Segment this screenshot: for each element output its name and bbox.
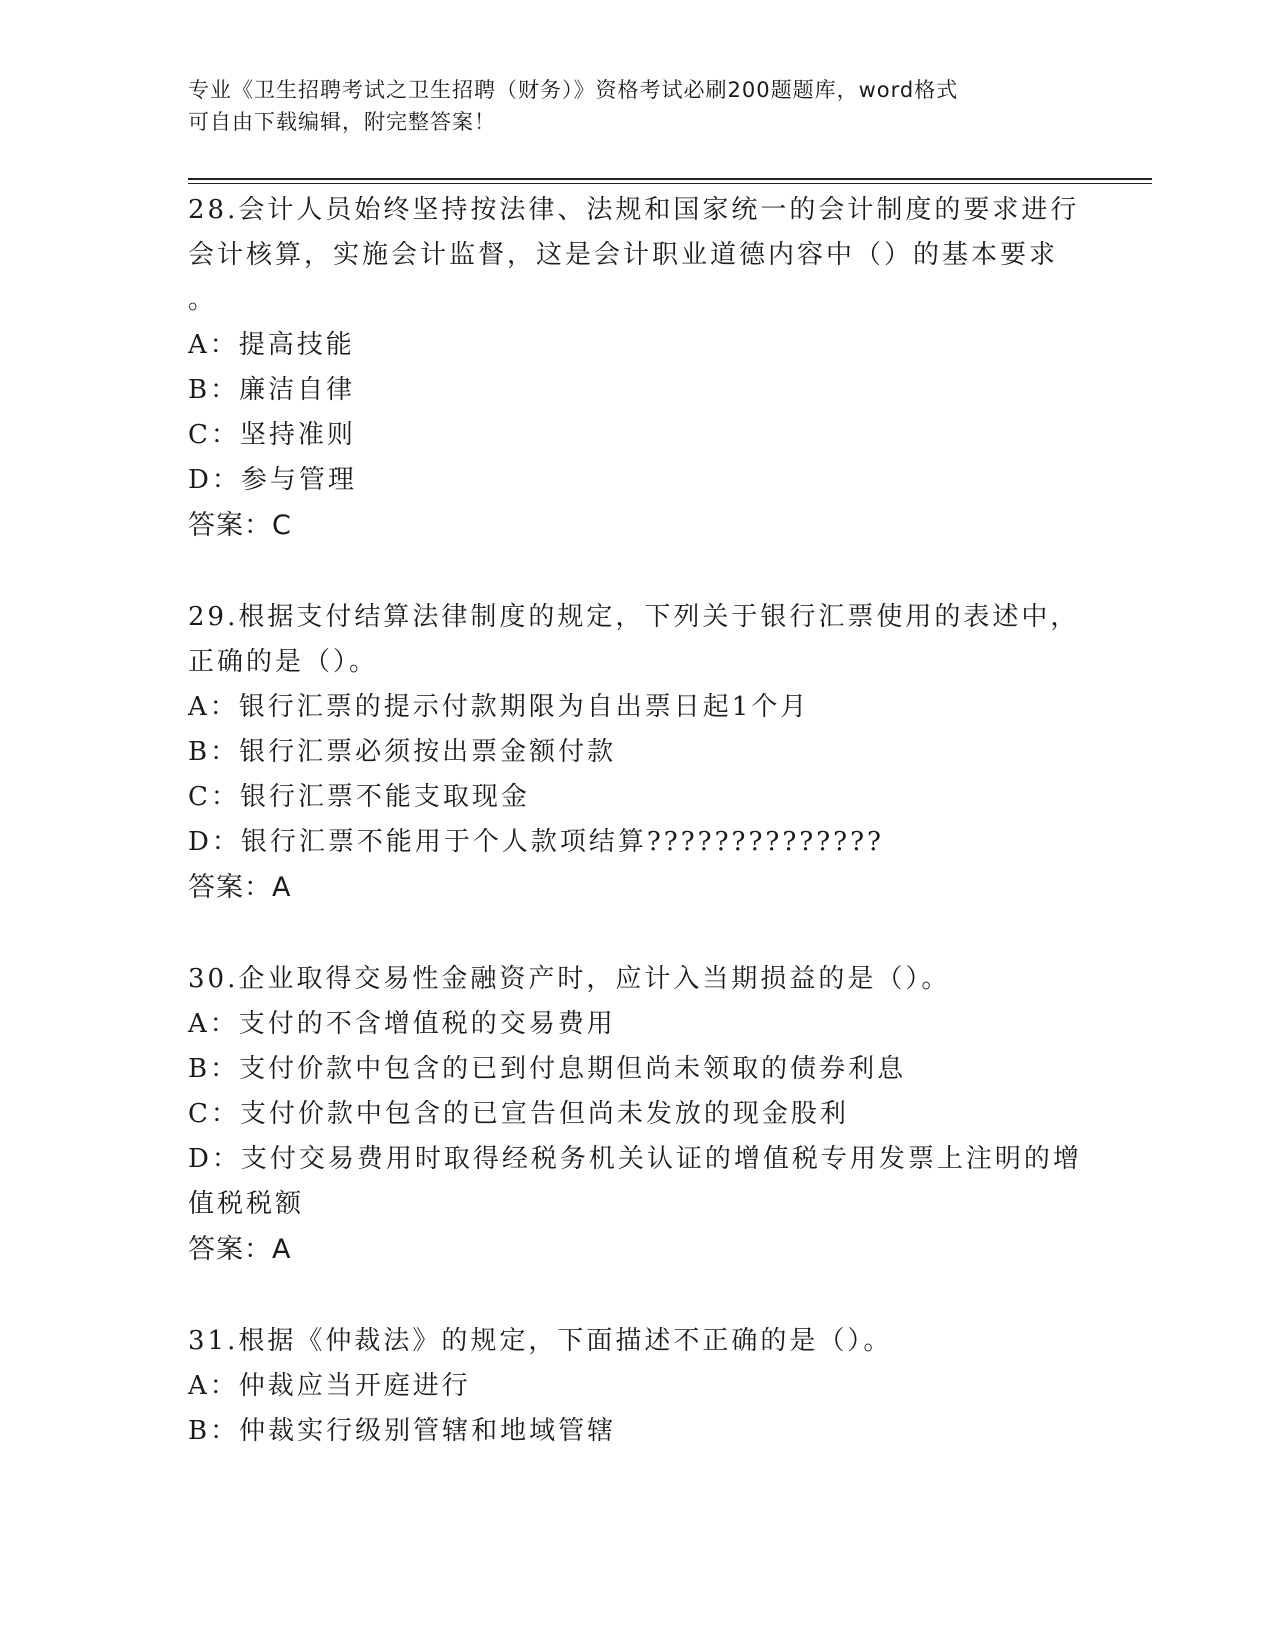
header-line: 可自由下载编辑，附完整答案！ xyxy=(188,110,496,134)
option-b: B：仲裁实行级别管辖和地域管辖 xyxy=(188,1416,617,1446)
question-text: 。 xyxy=(188,285,218,315)
header-line: 专业《卫生招聘考试之卫生招聘（财务）》资格考试必刷200题题库，word格式 xyxy=(188,78,959,102)
option-d: D：银行汇票不能用于个人款项结算?????????????? xyxy=(188,827,884,857)
question-text: 31.根据《仲裁法》的规定，下面描述不正确的是（）。 xyxy=(188,1326,893,1356)
option-a: A：仲裁应当开庭进行 xyxy=(188,1371,471,1401)
question-text: 30.企业取得交易性金融资产时，应计入当期损益的是（）。 xyxy=(188,964,951,994)
question-29 xyxy=(188,595,1088,910)
option-b: B：廉洁自律 xyxy=(188,375,356,405)
option-c: C：坚持准则 xyxy=(188,420,356,450)
spacer xyxy=(188,548,1088,595)
option-a: A：支付的不含增值税的交易费用 xyxy=(188,1009,616,1039)
header-divider xyxy=(188,183,1152,184)
question-text: 29.根据支付结算法律制度的规定，下列关于银行汇票使用的表述中， xyxy=(188,602,1080,632)
option-a: A：提高技能 xyxy=(188,330,355,360)
question-31 xyxy=(188,1319,1088,1454)
question-30 xyxy=(188,957,1088,1272)
option-b: B：支付价款中包含的已到付息期但尚未领取的债券利息 xyxy=(188,1054,907,1084)
option-d: D：参与管理 xyxy=(188,465,357,495)
answer: 答案：A xyxy=(188,872,292,903)
question-text: 正确的是（）。 xyxy=(188,647,379,677)
question-list xyxy=(188,188,1088,1454)
header-divider xyxy=(188,178,1152,180)
spacer xyxy=(188,910,1088,957)
option-d-continued: 值税税额 xyxy=(188,1189,305,1219)
option-d: D：支付交易费用时取得经税务机关认证的增值税专用发票上注明的增 xyxy=(188,1144,1082,1174)
answer: 答案：A xyxy=(188,1234,292,1265)
option-a: A：银行汇票的提示付款期限为自出票日起1个月 xyxy=(188,692,810,722)
question-28 xyxy=(188,188,1088,548)
document-header xyxy=(188,74,1068,138)
spacer xyxy=(188,1272,1088,1319)
option-b: B：银行汇票必须按出票金额付款 xyxy=(188,737,617,767)
question-text: 会计核算，实施会计监督，这是会计职业道德内容中（）的基本要求 xyxy=(188,240,1059,270)
question-text: 28.会计人员始终坚持按法律、法规和国家统一的会计制度的要求进行 xyxy=(188,195,1080,225)
option-c: C：银行汇票不能支取现金 xyxy=(188,782,530,812)
option-c: C：支付价款中包含的已宣告但尚未发放的现金股利 xyxy=(188,1099,849,1129)
answer: 答案：C xyxy=(188,510,292,541)
